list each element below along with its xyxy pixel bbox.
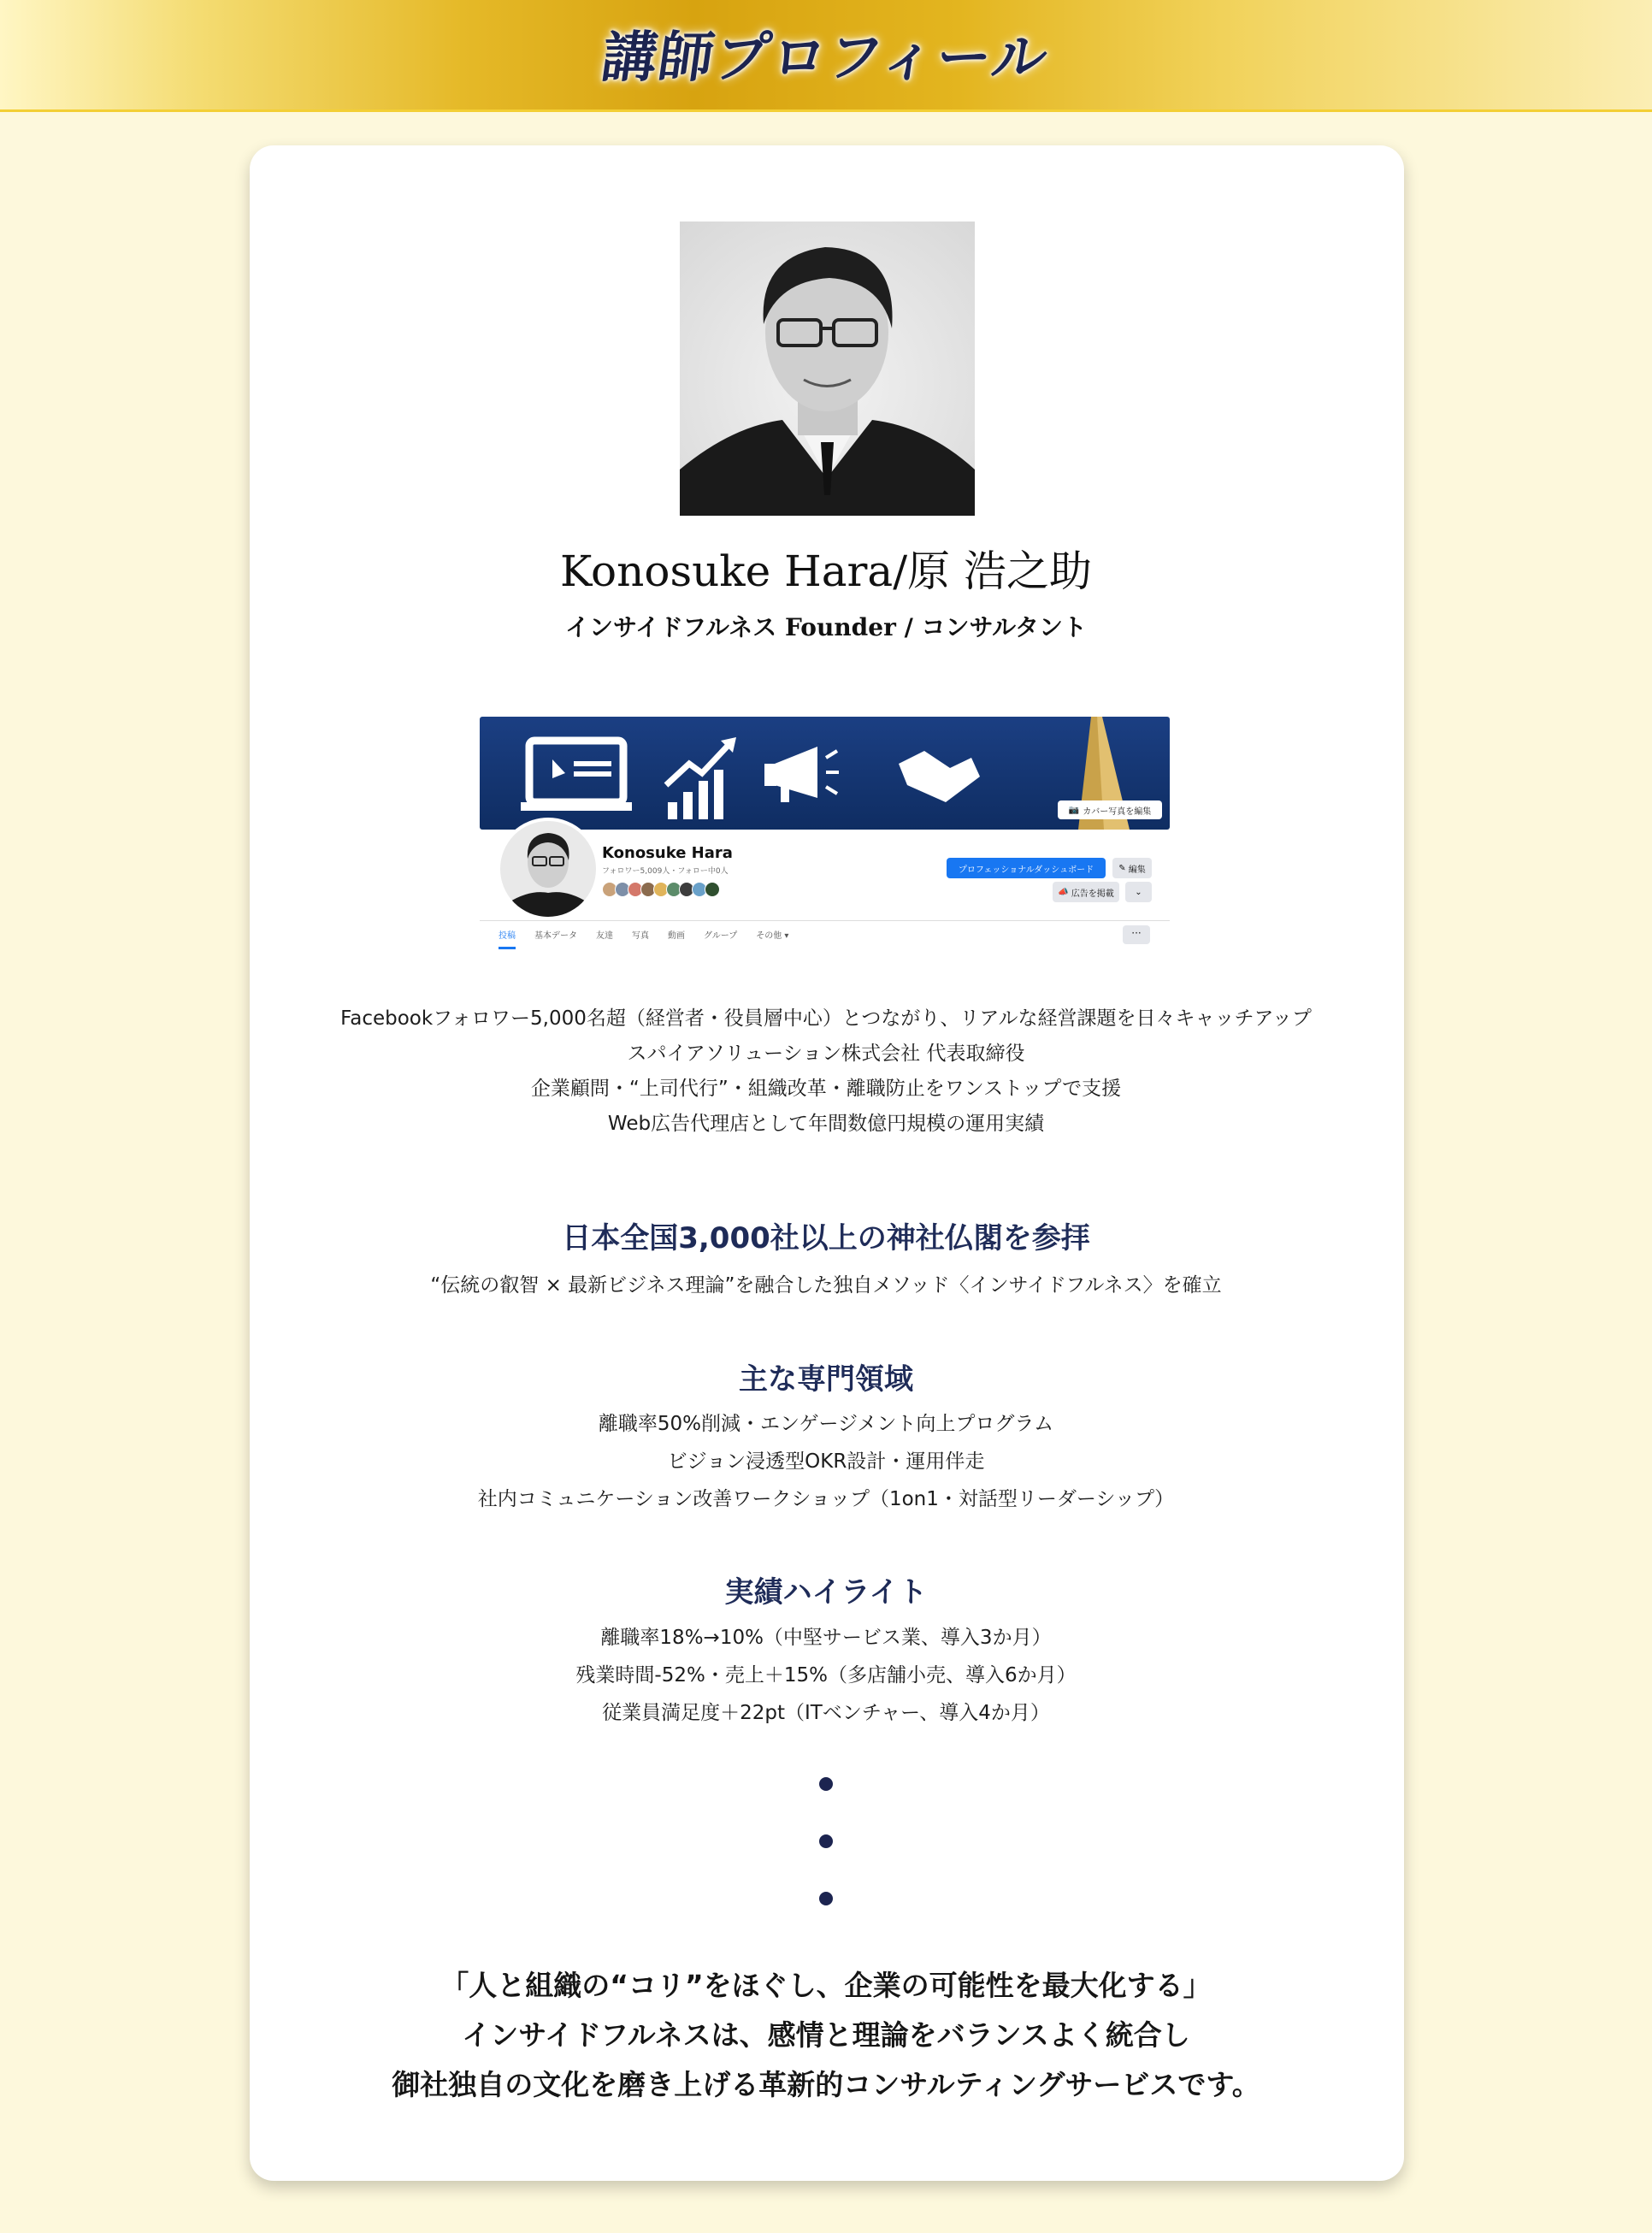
result-item: 離職率18%→10%（中堅サービス業、導入3か月）: [600, 1627, 1052, 1649]
expertise-item: 社内コミュニケーション改善ワークショップ（1on1・対話型リーダーシップ）: [477, 1488, 1175, 1510]
result-item: 残業時間-52%・売上＋15%（多店舗小売、導入6か月）: [575, 1664, 1077, 1687]
tab-friends[interactable]: 友達: [596, 931, 613, 941]
results-list: [0, 1619, 1652, 1732]
instructor-name: Konosuke Hara/原 浩之助: [560, 546, 1092, 596]
shrine-text: “伝統の叡智 × 最新ビジネス理論”を融合した独自メソッド〈インサイドフルネス〉を確立: [430, 1274, 1222, 1297]
closing-line: 御社独自の文化を磨き上げる革新的コンサルティングサービスです。: [392, 2068, 1260, 2101]
shrine-heading: 日本全国3,000社以上の神社仏閣を参拝: [562, 1221, 1090, 1255]
edit-profile-label: 編集: [1128, 865, 1146, 875]
facebook-name: Konosuke Hara: [602, 844, 733, 862]
chevron-down-icon[interactable]: ⌄: [1125, 882, 1152, 902]
separator-dot: [819, 1777, 833, 1791]
edit-profile-button[interactable]: [1112, 858, 1152, 878]
results-heading: 実績ハイライト: [724, 1575, 928, 1610]
separator-dot: [819, 1892, 833, 1905]
more-options-button[interactable]: ···: [1123, 925, 1150, 944]
closing-line: インサイドフルネスは、感情と理論をバランスよく統合し: [462, 2018, 1190, 2052]
expertise-item: 離職率50%削減・エンゲージメント向上プログラム: [598, 1413, 1054, 1435]
advertise-button[interactable]: [1053, 882, 1119, 902]
instructor-role: インサイドフルネス Founder / コンサルタント: [564, 613, 1088, 641]
intro-line: Web広告代理店として年間数億円規模の運用実績: [607, 1113, 1045, 1135]
page-title: 講師プロフィール: [598, 26, 1053, 90]
tab-videos[interactable]: 動画: [668, 931, 685, 941]
expertise-item: ビジョン浸透型OKR設計・運用伴走: [667, 1450, 985, 1473]
facebook-divider: [480, 920, 1170, 921]
professional-dashboard-button[interactable]: プロフェッショナルダッシュボード: [947, 858, 1106, 878]
friend-avatars: [602, 882, 717, 897]
facebook-stats: フォロワー5,009人・フォロー中0人: [602, 867, 729, 876]
facebook-avatar[interactable]: [497, 818, 599, 920]
advertise-label: 広告を掲載: [1071, 889, 1114, 899]
separator-dot: [819, 1834, 833, 1848]
shrine-section: [0, 1267, 1652, 1304]
tab-more[interactable]: その他 ▾: [756, 931, 789, 941]
facebook-tabs: [499, 928, 788, 949]
tab-posts[interactable]: 投稿: [499, 928, 516, 949]
intro-line: Facebookフォロワー5,000名超（経営者・役員層中心）とつながり、リアルな経営課題を日々キャッチアップ: [340, 1007, 1312, 1030]
pencil-icon: ✎: [1118, 863, 1126, 873]
edit-cover-label: カバー写真を編集: [1083, 806, 1152, 817]
megaphone-icon: 📣: [1058, 887, 1069, 897]
facebook-cover: [480, 717, 1170, 830]
closing-message: [0, 1961, 1652, 2110]
instructor-portrait: [680, 222, 975, 516]
header-banner: [0, 0, 1652, 112]
expertise-heading: 主な専門領域: [739, 1362, 913, 1397]
camera-icon: 📷: [1068, 805, 1080, 815]
closing-line: 「人と組織の“コリ”をほぐし、企業の可能性を最大化する」: [440, 1969, 1212, 2002]
result-item: 従業員満足度＋22pt（ITベンチャー、導入4か月）: [602, 1702, 1050, 1724]
intro-line: スパイアソリューション株式会社 代表取締役: [627, 1043, 1025, 1065]
intro-section: [0, 1001, 1652, 1142]
edit-cover-button[interactable]: [1058, 800, 1162, 819]
facebook-profile-screenshot: [480, 717, 1170, 954]
intro-line: 企業顧問・“上司代行”・組織改革・離職防止をワンストップで支援: [530, 1078, 1122, 1100]
expertise-list: [0, 1405, 1652, 1518]
tab-groups[interactable]: グループ: [704, 931, 738, 941]
tab-photos[interactable]: 写真: [632, 931, 649, 941]
tab-about[interactable]: 基本データ: [534, 931, 577, 941]
